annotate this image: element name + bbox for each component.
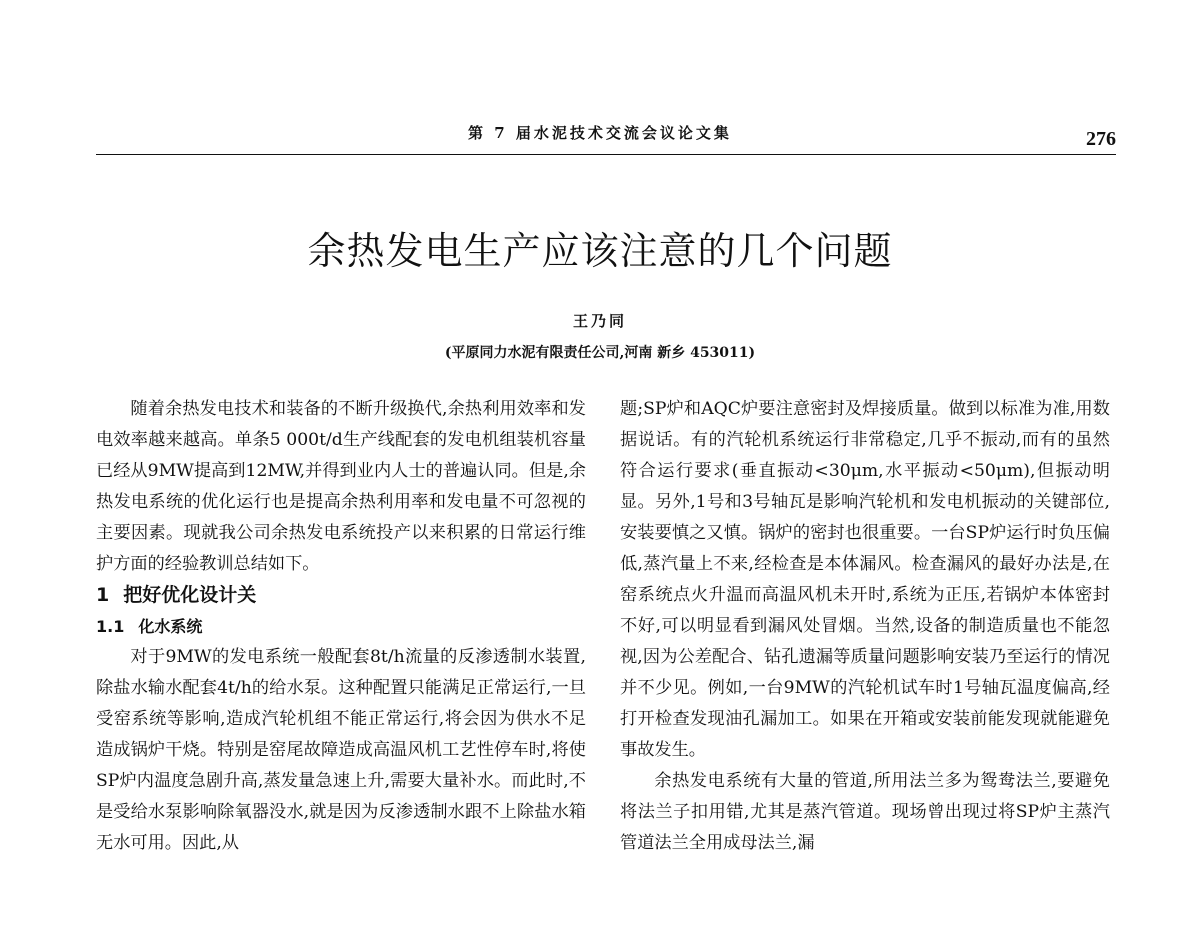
running-head: 第 7 届水泥技术交流会议论文集 (468, 124, 732, 142)
subsection-number: 1.1 (96, 617, 125, 636)
page-number: 276 (1086, 128, 1116, 150)
water-system-paragraph: 对于9MW的发电系统一般配套8t/h流量的反渗透制水装置,除盐水输水配套4t/h的给水泵。这种配置只能满足正常运行,一旦受窑系统等影响,造成汽轮机组不能正常运行,将会因为供水不足造成锅炉干烧。特别是窑尾故障造成高温风机工艺性停车时,将使SP炉内温度急剧升高,蒸发量急速上升,需要大量补水。而此时,不是受给水泵影响除氧器没水,就是因为反渗透制水跟不上除盐水箱无水可用。因此,从 (96, 647, 586, 853)
subsection-heading (96, 611, 586, 642)
author-name: 王乃同 (572, 312, 627, 330)
right-column (620, 394, 1110, 859)
flange-paragraph: 余热发电系统有大量的管道,所用法兰多为鸳鸯法兰,要避免将法兰子扣用错,尤其是蒸汽管道。现场曾出现过将SP炉主蒸汽管道法兰全用成母法兰,漏 (620, 771, 1110, 853)
section-number: 1 (96, 584, 110, 606)
intro-paragraph: 随着余热发电技术和装备的不断升级换代,余热利用效率和发电效率越来越高。单条5 000t/d生产线配套的发电机组装机容量已经从9MW提高到12MW,并得到业内人士的普遍认同。但是,余热发电系统的优化运行也是提高余热利用率和发电量不可忽视的主要因素。现就我公司余热发电系统投产以来积累的日常运行维护方面的经验教训总结如下。 (96, 399, 586, 574)
section-heading (96, 580, 586, 611)
author-affiliation: (平原同力水泥有限责任公司,河南 新乡 453011) (444, 345, 756, 361)
header-rule (96, 154, 1116, 155)
left-column (96, 394, 586, 859)
section-title: 把好优化设计关 (123, 584, 257, 606)
continued-paragraph: 题;SP炉和AQC炉要注意密封及焊接质量。做到以标准为准,用数据说话。有的汽轮机系统运行非常稳定,几乎不振动,而有的虽然符合运行要求(垂直振动<30μm,水平振动<50μm),但振动明显。另外,1号和3号轴瓦是影响汽轮机和发电机振动的关键部位,安装要慎之又慎。锅炉的密封也很重要。一台SP炉运行时负压偏低,蒸汽量上不来,经检查是本体漏风。检查漏风的最好办法是,在窑系统点火升温而高温风机未开时,系统为正压,若锅炉本体密封不好,可以明显看到漏风处冒烟。当然,设备的制造质量也不能忽视,因为公差配合、钻孔遗漏等质量问题影响安装乃至运行的情况并不少见。例如,一台9MW的汽轮机试车时1号轴瓦温度偏高,经打开检查发现油孔漏加工。如果在开箱或安装前能发现就能避免事故发生。 (620, 399, 1110, 760)
subsection-title: 化水系统 (138, 617, 203, 636)
article-title: 余热发电生产应该注意的几个问题 (307, 229, 893, 273)
